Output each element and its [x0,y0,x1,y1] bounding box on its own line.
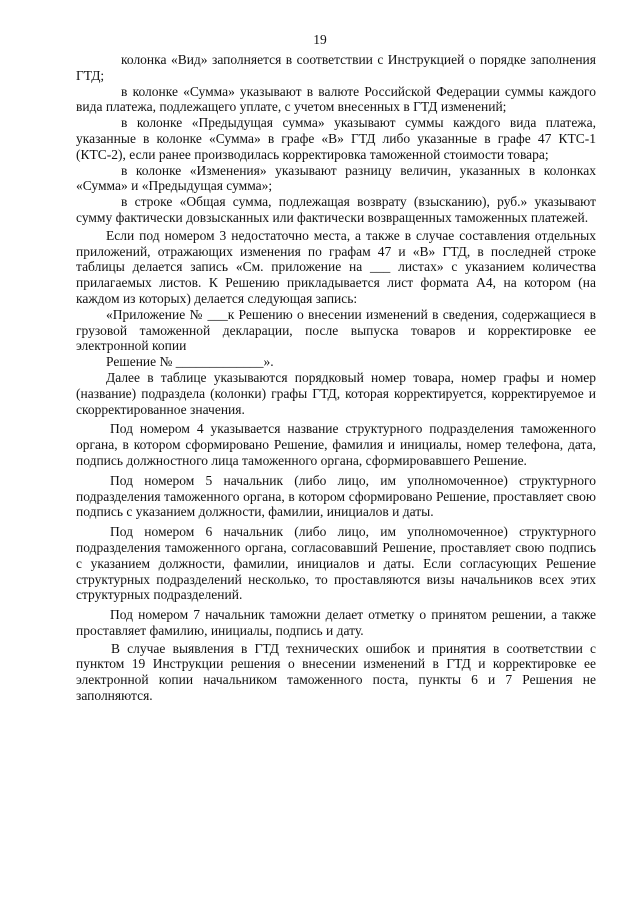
paragraph-technical-errors: В случае выявления в ГТД технических ошибок и принятия в соответствии с пунктом 19 Инструкции решения о внесении изменений в ГТД и корректировке ее электронной копии начальником таможенного поста, пункты 6 и 7 Решения не заполняются. [76,640,596,704]
paragraph-column-changes: в колонке «Изменения» указывают разницу величин, указанных в колонках «Сумма» и «Предыдущая сумма»; [76,162,596,194]
paragraph-number-7: Под номером 7 начальник таможни делает отметку о принятом решении, а также проставляет фамилию, инициалы, подпись и дату. [76,607,596,638]
paragraph-number-3-space: Если под номером 3 недостаточно места, а также в случае составления отдельных приложений, отражающих изменения по графам 47 и «В» ГТД, в последней строке таблицы делается запись «См. приложение на ___ листах» с указанием количества прилагаемых листов. К Решению прикладывается лист формата А4, на котором (на каждом из которых) делается следующая запись: [76,227,596,306]
paragraph-number-6: Под номером 6 начальник (либо лицо, им уполномоченное) структурного подразделения таможенного органа, согласовавший Решение, проставляет свою подпись с указанием должности, фамилии, инициалов и даты. Если согласующих Решение структурных подразделений несколько, то проставляются визы начальников всех этих структурных подразделений. [76,524,596,603]
decision-number-line: Решение № _____________». [106,354,274,370]
paragraph-total-sum-row: в строке «Общая сумма, подлежащая возврату (взысканию), руб.» указывают сумму фактически довзысканных или фактически возвращенных таможенных платежей. [76,194,596,225]
paragraph-number-4: Под номером 4 указывается название структурного подразделения таможенного органа, в котором сформировано Решение, фамилия и инициалы, номер телефона, дата, подпись должностного лица таможенного органа, сформировавшего Решение. [76,421,596,468]
document-body [76,52,596,704]
paragraph-number-5: Под номером 5 начальник (либо лицо, им уполномоченное) структурного подразделения таможенного органа, в котором сформировано Решение, проставляет свою подпись с указанием должности, фамилии, инициалов и даты. [76,472,596,520]
paragraph-column-previous-sum: в колонке «Предыдущая сумма» указывают суммы каждого вида платежа, указанные в колонке «Сумма» в графе «В» ГТД либо указанные в графе 47 КТС-1 (КТС-2), если ранее производилась корректировка таможенной стоимости товара; [76,115,596,162]
page-number: 19 [313,32,327,47]
paragraph-appendix-record: «Приложение № ___к Решению о внесении изменений в сведения, содержащиеся в грузовой таможенной декларации, после выпуска товаров и корректировке ее электронной копии [76,306,596,354]
paragraph-column-sum: в колонке «Сумма» указывают в валюте Российской Федерации суммы каждого вида платежа, подлежащего уплате, с учетом внесенных в ГТД изменений; [76,83,596,115]
paragraph-column-type: колонка «Вид» заполняется в соответствии с Инструкцией о порядке заполнения ГТД; [76,52,596,83]
paragraph-table-details: Далее в таблице указываются порядковый номер товара, номер графы и номер (название) подраздела (колонки) графы ГТД, которая корректируется, корректируемое и скорректированное значения. [76,369,596,417]
